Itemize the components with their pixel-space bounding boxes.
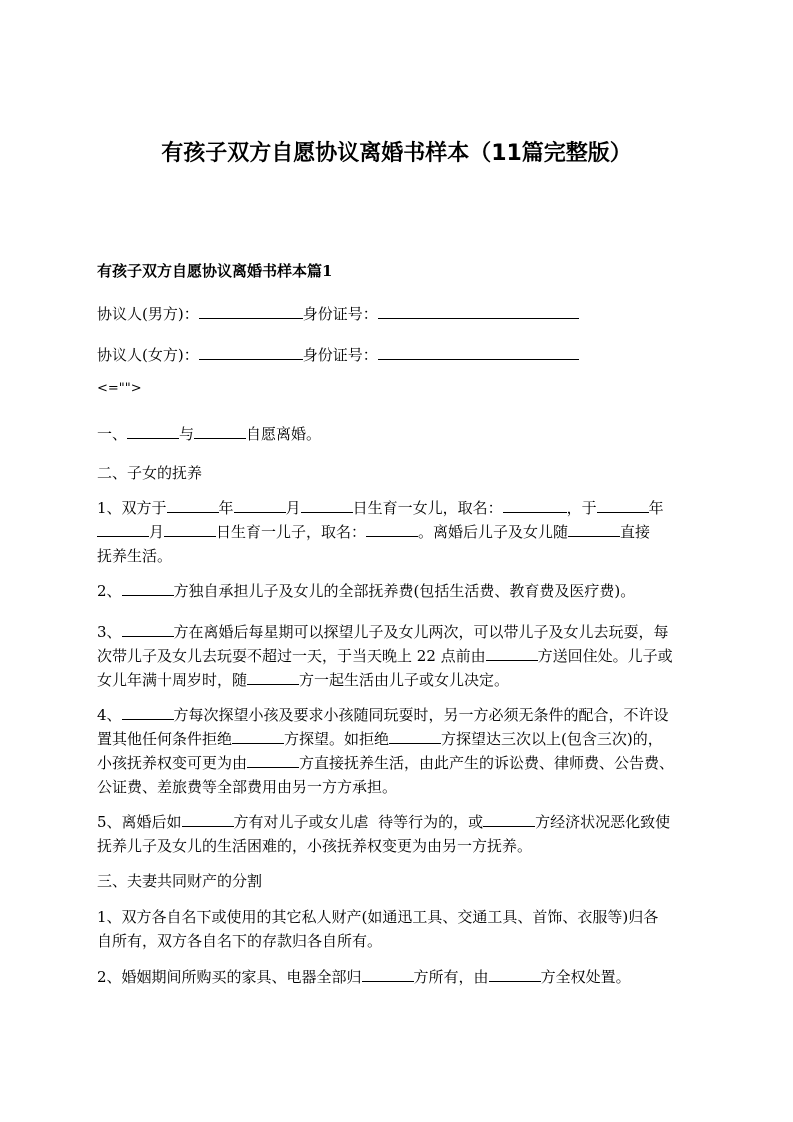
text: 方全权处置。: [540, 968, 631, 986]
paragraph-3-1-line1: 1、双方各自名下或使用的其它私人财产(如通迅工具、交通工具、首饰、衣服等)归各: [97, 908, 659, 926]
blank-field: [486, 646, 538, 661]
text: 2、婚姻期间所购买的家具、电器全部归: [97, 968, 362, 986]
blank-field: [97, 522, 149, 537]
paragraph-2-3-line3: [97, 669, 509, 690]
text: 2、: [97, 582, 122, 600]
text: 方每次探望小孩及要求小孩随同玩耍时，另一方必须无条件的配合，不许设: [173, 706, 669, 724]
paragraph-3-2: [97, 966, 631, 987]
text: 年: [218, 499, 234, 517]
blank-field: [122, 622, 174, 637]
text: 方一起生活由儿子或女儿决定。: [299, 671, 510, 689]
blank-field: [378, 304, 579, 319]
text: 方所有，由: [413, 968, 489, 986]
paragraph-2-4-line4: 公证费、差旅费等全部费用由另一方方承担。: [97, 778, 398, 796]
paragraph-2-1-line3: 抚养生活。: [97, 547, 173, 565]
text: 。离婚后儿子及女儿随: [418, 523, 569, 541]
text: 小孩抚养权变可更为由: [97, 754, 248, 772]
blank-field: [389, 729, 441, 744]
text: 方直接抚养生活，由此产生的诉讼费、律师费、公告费、: [299, 754, 675, 772]
id-label: 身份证号：: [302, 305, 378, 323]
text: 月: [285, 499, 301, 517]
blank-field: [122, 705, 174, 720]
blank-field: [164, 522, 216, 537]
text: 方有对儿子或女儿虐 待等行为的，或: [233, 813, 484, 831]
blank-field: [483, 812, 535, 827]
paragraph-2-3-line1: [97, 621, 669, 642]
paragraph-2-4-line3: [97, 752, 674, 773]
id-label: 身份证号：: [302, 346, 378, 364]
party-male-line: [97, 303, 579, 324]
blank-field: [503, 498, 567, 513]
text: 5、离婚后如: [97, 813, 182, 831]
text: 置其他任何条件拒绝: [97, 730, 233, 748]
blank-field: [597, 498, 649, 513]
blank-field: [362, 967, 414, 982]
paragraph-2-4-line2: [97, 728, 663, 749]
paragraph-2-1-line1: [97, 497, 664, 518]
blank-field: [489, 967, 541, 982]
text: 方探望达三次以上(包含三次)的，: [441, 730, 663, 748]
party-male-label: 协议人(男方)：: [97, 305, 199, 323]
text: 直接: [620, 523, 651, 541]
text: 年: [648, 499, 664, 517]
paragraph-1: [97, 423, 321, 444]
blank-field: [247, 670, 299, 685]
section-2-heading: 二、子女的抚养: [97, 464, 203, 482]
blank-field: [234, 498, 286, 513]
text: 次带儿子及女儿去玩耍不超过一天，于当天晚上 22 点前由: [97, 647, 486, 665]
paragraph-2-2: [97, 580, 635, 601]
party-female-line: [97, 344, 579, 365]
text: 一、: [97, 425, 128, 443]
text: 自愿离婚。: [246, 425, 322, 443]
text: 3、: [97, 623, 122, 641]
paragraph-2-5-line2: 抚养儿子及女儿的生活困难的，小孩抚养权变更为由另一方抚养。: [97, 837, 533, 855]
blank-field: [182, 812, 234, 827]
text: 方经济状况恶化致使: [535, 813, 671, 831]
text: 与: [179, 425, 195, 443]
blank-field: [232, 729, 284, 744]
text: 女儿年满十周岁时，随: [97, 671, 248, 689]
blank-field: [122, 581, 174, 596]
blank-field: [199, 345, 303, 360]
blank-field: [247, 753, 299, 768]
paragraph-2-4-line1: [97, 704, 669, 725]
text: 月: [149, 523, 165, 541]
section-3-heading: 三、夫妻共同财产的分割: [97, 872, 263, 890]
blank-field: [301, 498, 353, 513]
paragraph-2-1-line2: [97, 521, 650, 542]
paragraph-2-3-line2: [97, 645, 673, 666]
text: 方探望。如拒绝: [284, 730, 390, 748]
section-heading: 有孩子双方自愿协议离婚书样本篇1: [97, 262, 333, 280]
blank-field: [199, 304, 303, 319]
text: 方在离婚后每星期可以探望儿子及女儿两次，可以带儿子及女儿去玩耍，每: [173, 623, 669, 641]
blank-field: [568, 522, 620, 537]
text: 1、双方于: [97, 499, 167, 517]
document-title: 有孩子双方自愿协议离婚书样本（11篇完整版）: [161, 141, 632, 166]
text: 方送回住处。儿子或: [537, 647, 673, 665]
blank-field: [378, 345, 579, 360]
text: ，于: [566, 499, 597, 517]
misc-text: <="">: [97, 381, 142, 396]
text: 日生育一女儿，取名：: [352, 499, 503, 517]
party-female-label: 协议人(女方)：: [97, 346, 199, 364]
blank-field: [167, 498, 219, 513]
blank-field: [194, 424, 246, 439]
paragraph-2-5-line1: [97, 811, 670, 832]
text: 4、: [97, 706, 122, 724]
paragraph-3-1-line2: 自所有，双方各自名下的存款归各自所有。: [97, 932, 383, 950]
blank-field: [127, 424, 179, 439]
text: 方独自承担儿子及女儿的全部抚养费(包括生活费、教育费及医疗费)。: [173, 582, 636, 600]
text: 日生育一儿子，取名：: [216, 523, 367, 541]
blank-field: [366, 522, 418, 537]
